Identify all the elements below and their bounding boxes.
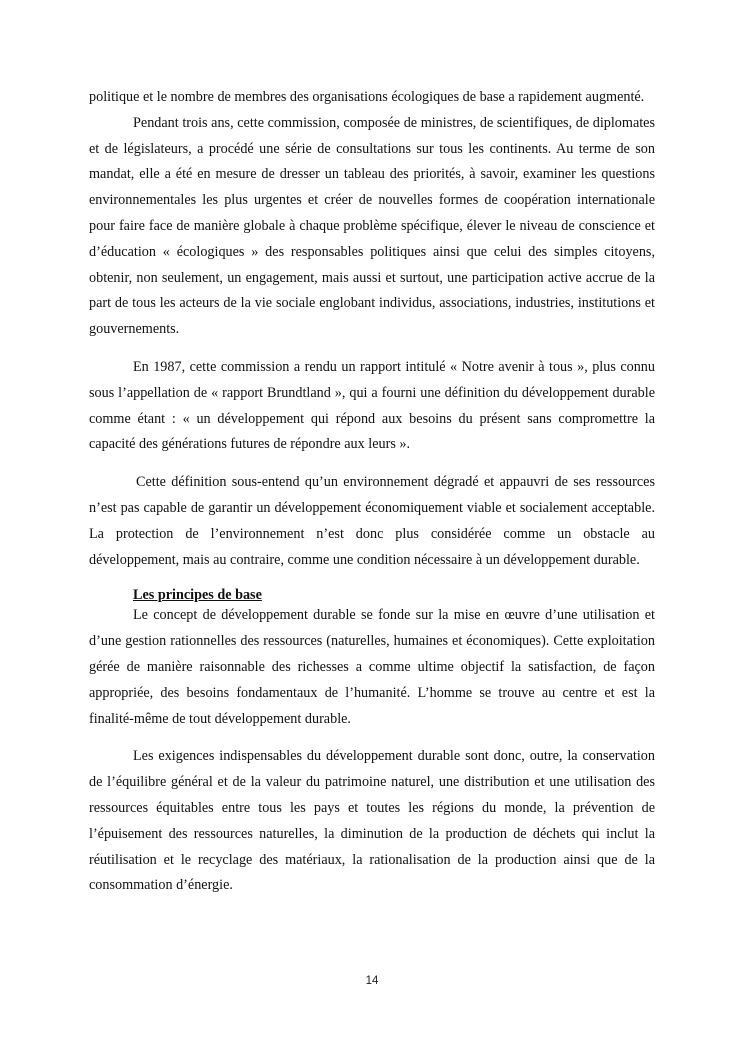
document-page <box>89 85 655 899</box>
paragraph-requirements: Les exigences indispensables du développement durable sont donc, outre, la conservation de l’équilibre général et de la valeur du patrimoine naturel, une distribution et une utilisation des ressources équitables entre tous les pays et toutes les régions du monde, la prévention de l’épuisement des ressources naturelles, la diminution de la production de déchets qui inclut la réutilisation et le recyclage des matériaux, la rationalisation de la production ainsi que de la consommation d’énergie. <box>89 748 655 894</box>
section-heading: Les principes de base <box>133 587 262 604</box>
paragraph-concept: Le concept de développement durable se fonde sur la mise en œuvre d’une utilisation et d’une gestion rationnelles des ressources (naturelles, humaines et économiques). Cette exploitation gérée de manière raisonnable des richesses a comme ultime objectif la satisfaction, de façon appropriée, des besoins fondamentaux de l’humanité. L’homme se trouve au centre et est la finalité-même de tout développement durable. <box>89 607 655 727</box>
paragraph-brundtland-report: En 1987, cette commission a rendu un rapport intitulé « Notre avenir à tous », plus connu sous l’appellation de « rapport Brundtland », qui a fourni une définition du développement durable comme étant : « un développement qui répond aux besoins du présent sans compromettre la capacité des générations futures de répondre aux leurs ». <box>89 358 655 453</box>
paragraph-definition: Cette définition sous-entend qu’un environnement dégradé et appauvri de ses ressources n’est pas capable de garantir un développement économiquement viable et socialement acceptable. La protection de l’environnement n’est donc plus considérée comme un obstacle au développement, mais au contraire, comme une condition nécessaire à un développement durable. <box>89 474 655 568</box>
page-number: 14 <box>365 975 379 987</box>
paragraph-continuation: politique et le nombre de membres des organisations écologiques de base a rapidement augmenté. <box>89 89 645 105</box>
paragraph-commission: Pendant trois ans, cette commission, composée de ministres, de scientifiques, de diplomates et de législateurs, a procédé une série de consultations sur tous les continents. Au terme de son mandat, elle a été en mesure de dresser un tableau des priorités, à savoir, examiner les questions environnementales les plus urgentes et créer de nouvelles formes de coopération internationale pour faire face de manière globale à chaque problème spécifique, élever le niveau de conscience et d’éducation « écologiques » des responsables politiques ainsi que celui des simples citoyens, obtenir, non seulement, un engagement, mais aussi et surtout, une participation active accrue de la part de tous les acteurs de la vie sociale englobant individus, associations, industries, institutions et gouvernements. <box>89 114 655 338</box>
